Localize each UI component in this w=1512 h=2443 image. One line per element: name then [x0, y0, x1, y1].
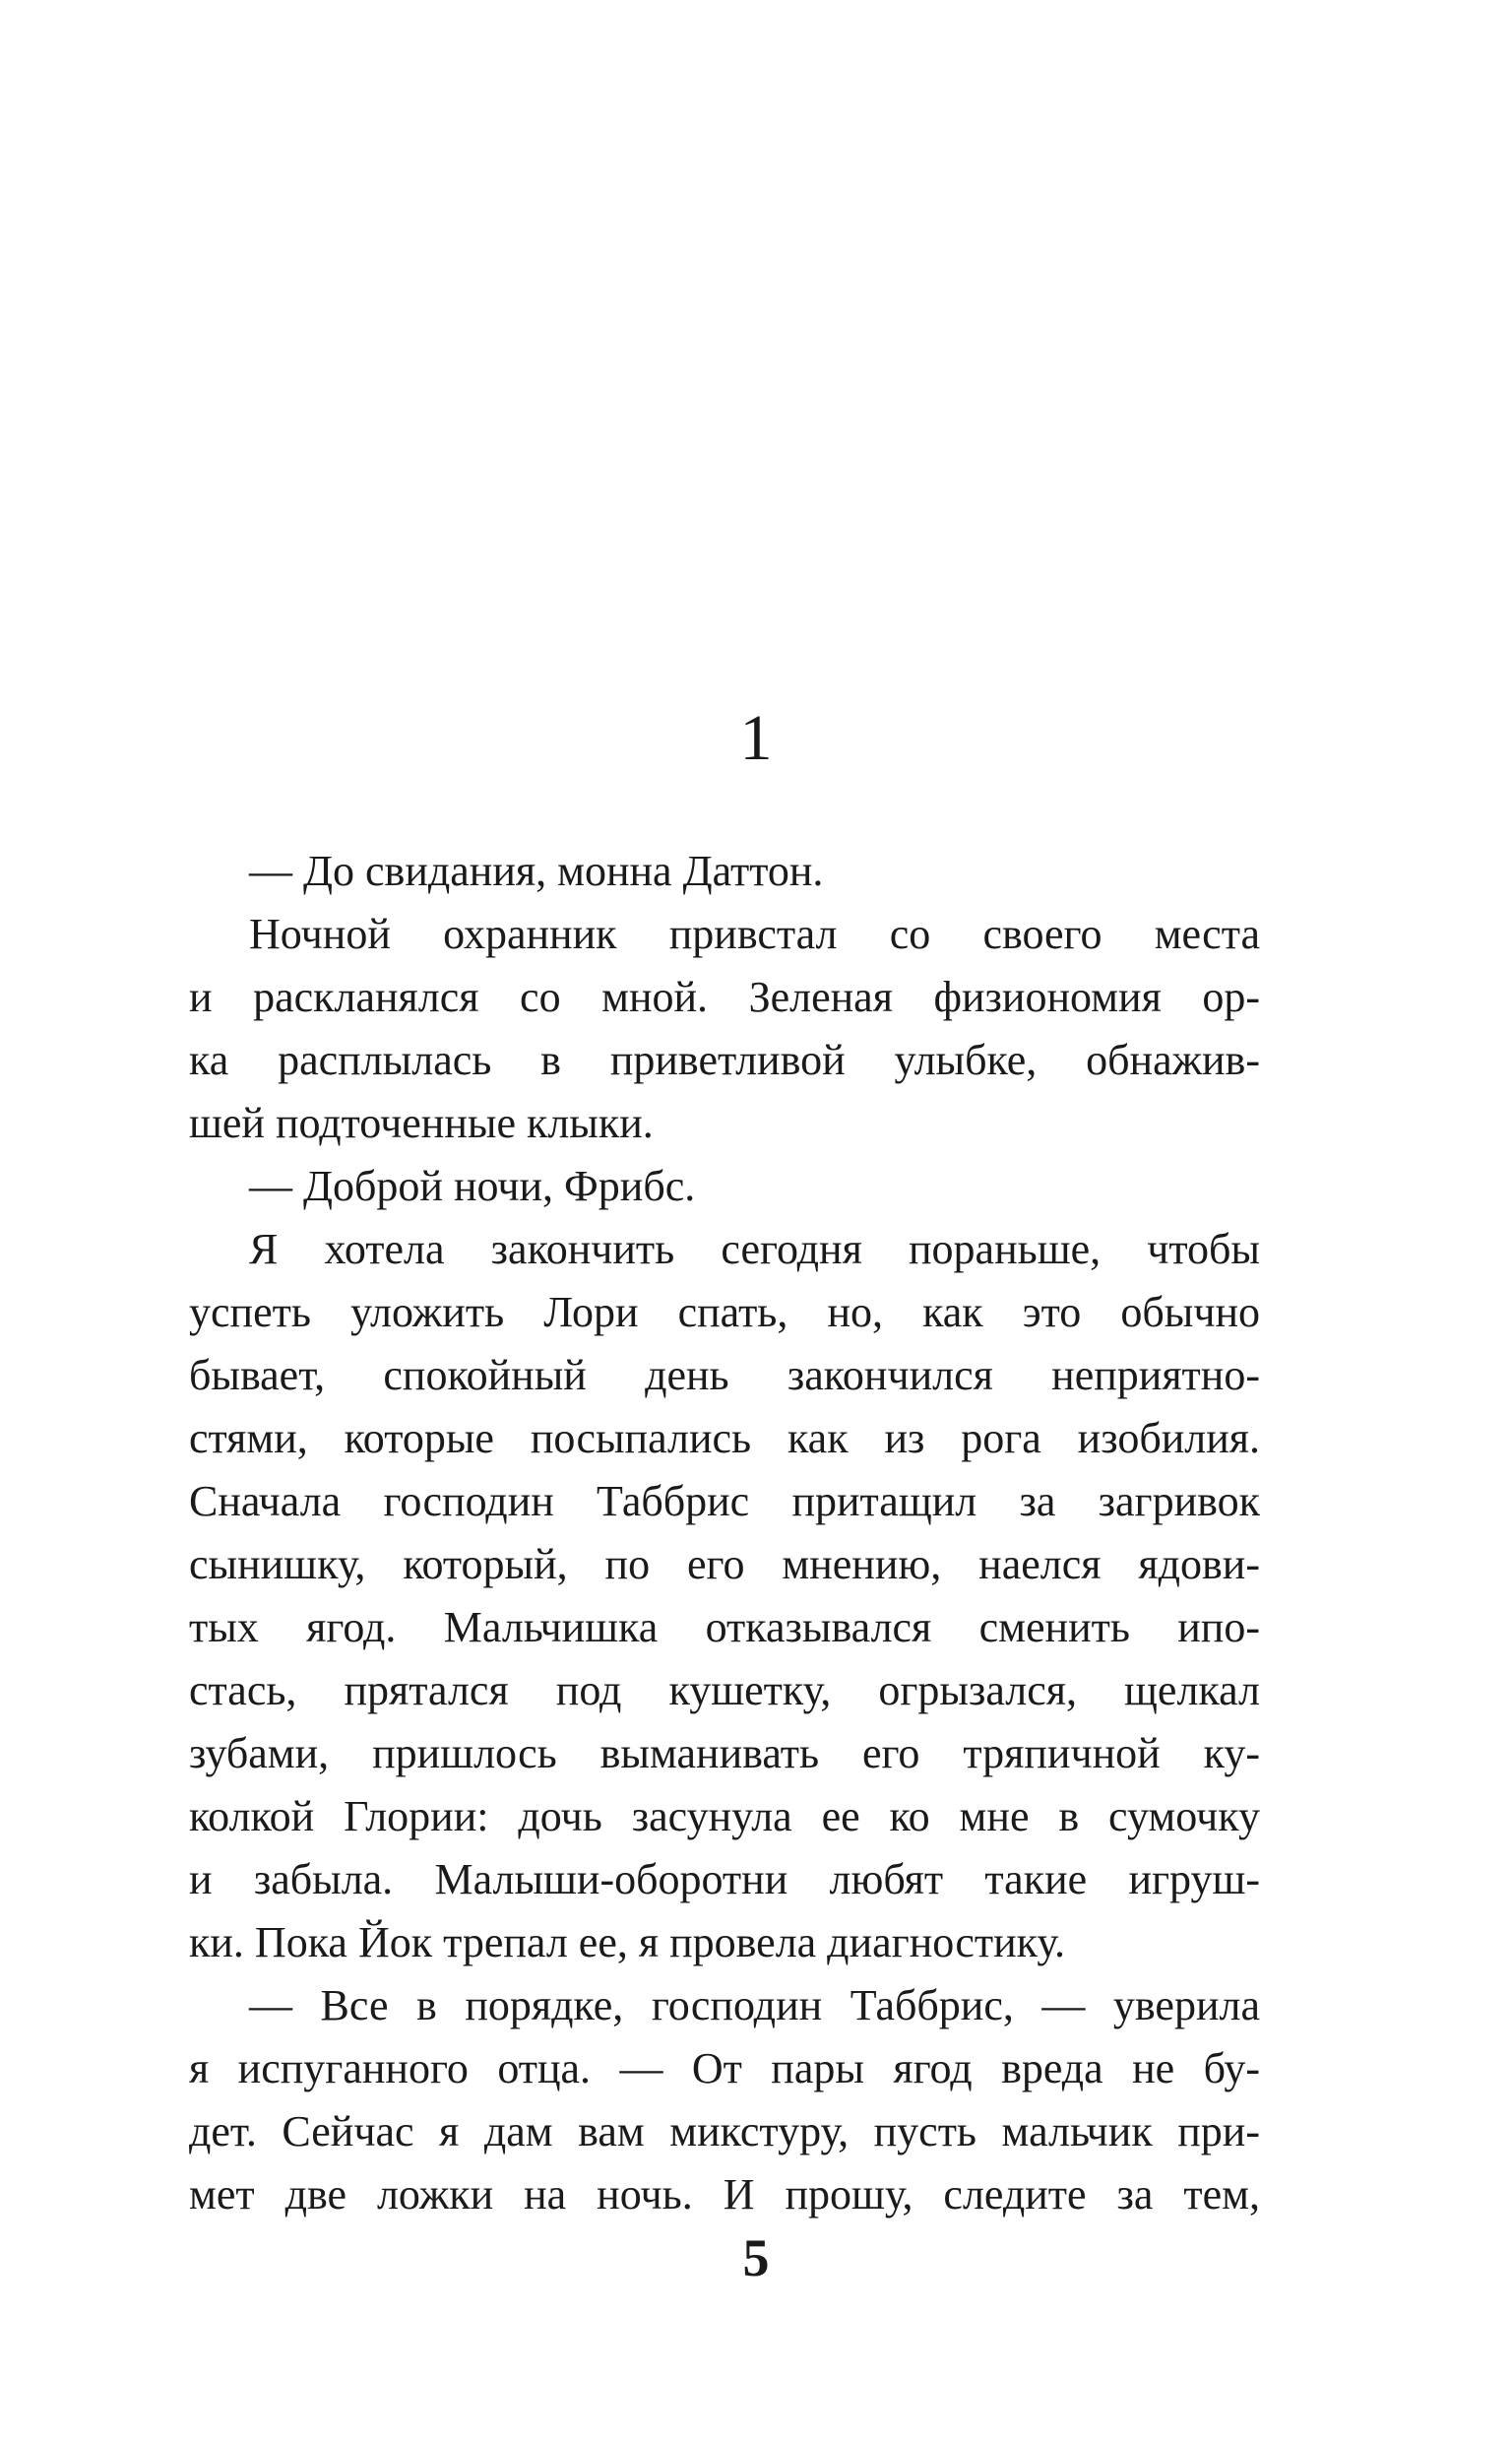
text-line: колкой Глории: дочь засунула ее ко мне в сумочку — [189, 1792, 1260, 1840]
text-line: и раскланялся со мной. Зеленая физиономия ор- — [189, 973, 1260, 1021]
text-line: успеть уложить Лори спать, но, как это обычно — [189, 1288, 1260, 1336]
text-line: зубами, пришлось выманивать его тряпичной ку- — [189, 1729, 1260, 1777]
text-line: ки. Пока Йок трепал ее, я провела диагностику. — [189, 1918, 1065, 1966]
text-line: — Доброй ночи, Фрибс. — [249, 1162, 696, 1210]
text-line: мет две ложки на ночь. И прошу, следите за тем, — [189, 2170, 1260, 2218]
page-number: 5 — [742, 2228, 770, 2287]
text-line: стась, прятался под кушетку, огрызался, щелкал — [189, 1666, 1260, 1714]
text-line: — До свидания, монна Даттон. — [249, 847, 824, 895]
text-line: дет. Сейчас я дам вам микстуру, пусть мальчик при- — [189, 2107, 1260, 2155]
body-text — [189, 840, 1260, 2226]
text-line: тых ягод. Мальчишка отказывался сменить ипо- — [189, 1603, 1260, 1651]
text-line: — Все в порядке, господин Таббрис, — уверила — [249, 1981, 1260, 2029]
text-line: Ночной охранник привстал со своего места — [249, 910, 1260, 958]
text-line: бывает, спокойный день закончился неприятно- — [189, 1351, 1260, 1399]
text-line: ка расплылась в приветливой улыбке, обнажив- — [189, 1036, 1260, 1084]
text-line: стями, которые посыпались как из рога изобилия. — [189, 1414, 1260, 1462]
text-line: и забыла. Малыши-оборотни любят такие игруш- — [189, 1855, 1260, 1903]
text-line: Сначала господин Таббрис притащил за загривок — [189, 1477, 1260, 1525]
text-line: шей подточенные клыки. — [189, 1099, 654, 1147]
text-line: сынишку, который, по его мнению, наелся ядови- — [189, 1540, 1260, 1588]
text-line: Я хотела закончить сегодня пораньше, чтобы — [249, 1225, 1260, 1273]
text-line: я испуганного отца. — От пары ягод вреда не бу- — [189, 2044, 1260, 2092]
chapter-number: 1 — [739, 702, 773, 774]
